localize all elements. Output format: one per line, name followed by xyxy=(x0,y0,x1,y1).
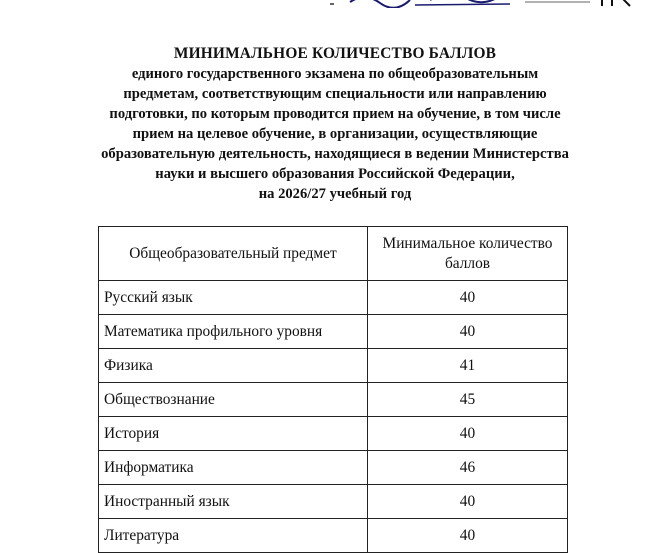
table-row xyxy=(99,315,568,349)
document-heading xyxy=(30,44,640,204)
cropped-header-marks xyxy=(0,0,670,10)
table-row xyxy=(99,485,568,519)
subtitle-line: подготовки, по которым проводится прием на обучение, в том числе xyxy=(109,106,561,122)
document-title: МИНИМАЛЬНОЕ КОЛИЧЕСТВО БАЛЛОВ xyxy=(173,45,497,62)
score-cell: 40 xyxy=(368,315,568,349)
score-cell: 45 xyxy=(368,383,568,417)
subject-cell: Литература xyxy=(99,519,368,553)
subtitle-line: прием на целевое обучение, в организации, осуществляющие xyxy=(132,126,538,142)
header-subject: Общеобразовательный предмет xyxy=(99,227,368,281)
score-cell: 40 xyxy=(368,519,568,553)
subtitle-line: предметам, соответствующим специальности или направлению xyxy=(123,86,547,102)
subject-cell: Русский язык xyxy=(99,281,368,315)
header-min-score: Минимальное количество баллов xyxy=(368,227,568,281)
table-row xyxy=(99,417,568,451)
score-cell: 46 xyxy=(368,451,568,485)
table-row xyxy=(99,383,568,417)
subject-cell: Математика профильного уровня xyxy=(99,315,368,349)
score-cell: 40 xyxy=(368,485,568,519)
subject-cell: Информатика xyxy=(99,451,368,485)
subtitle-line: науки и высшего образования Российской Федерации, xyxy=(155,166,515,182)
table-row xyxy=(99,349,568,383)
subtitle-line: на 2026/27 учебный год xyxy=(258,186,412,202)
min-scores-table xyxy=(98,226,568,553)
subtitle-line: образовательную деятельность, находящиеся в ведении Министерства xyxy=(101,146,569,162)
subject-cell: История xyxy=(99,417,368,451)
score-cell: 41 xyxy=(368,349,568,383)
subject-cell: Иностранный язык xyxy=(99,485,368,519)
subject-cell: Физика xyxy=(99,349,368,383)
table-row xyxy=(99,281,568,315)
handwritten-signature-fragment xyxy=(320,0,640,8)
subtitle-line: единого государственного экзамена по общеобразовательным xyxy=(131,66,539,82)
table-row xyxy=(99,451,568,485)
score-cell: 40 xyxy=(368,417,568,451)
subject-cell: Обществознание xyxy=(99,383,368,417)
table-row xyxy=(99,519,568,553)
table-header-row xyxy=(99,227,568,281)
score-cell: 40 xyxy=(368,281,568,315)
